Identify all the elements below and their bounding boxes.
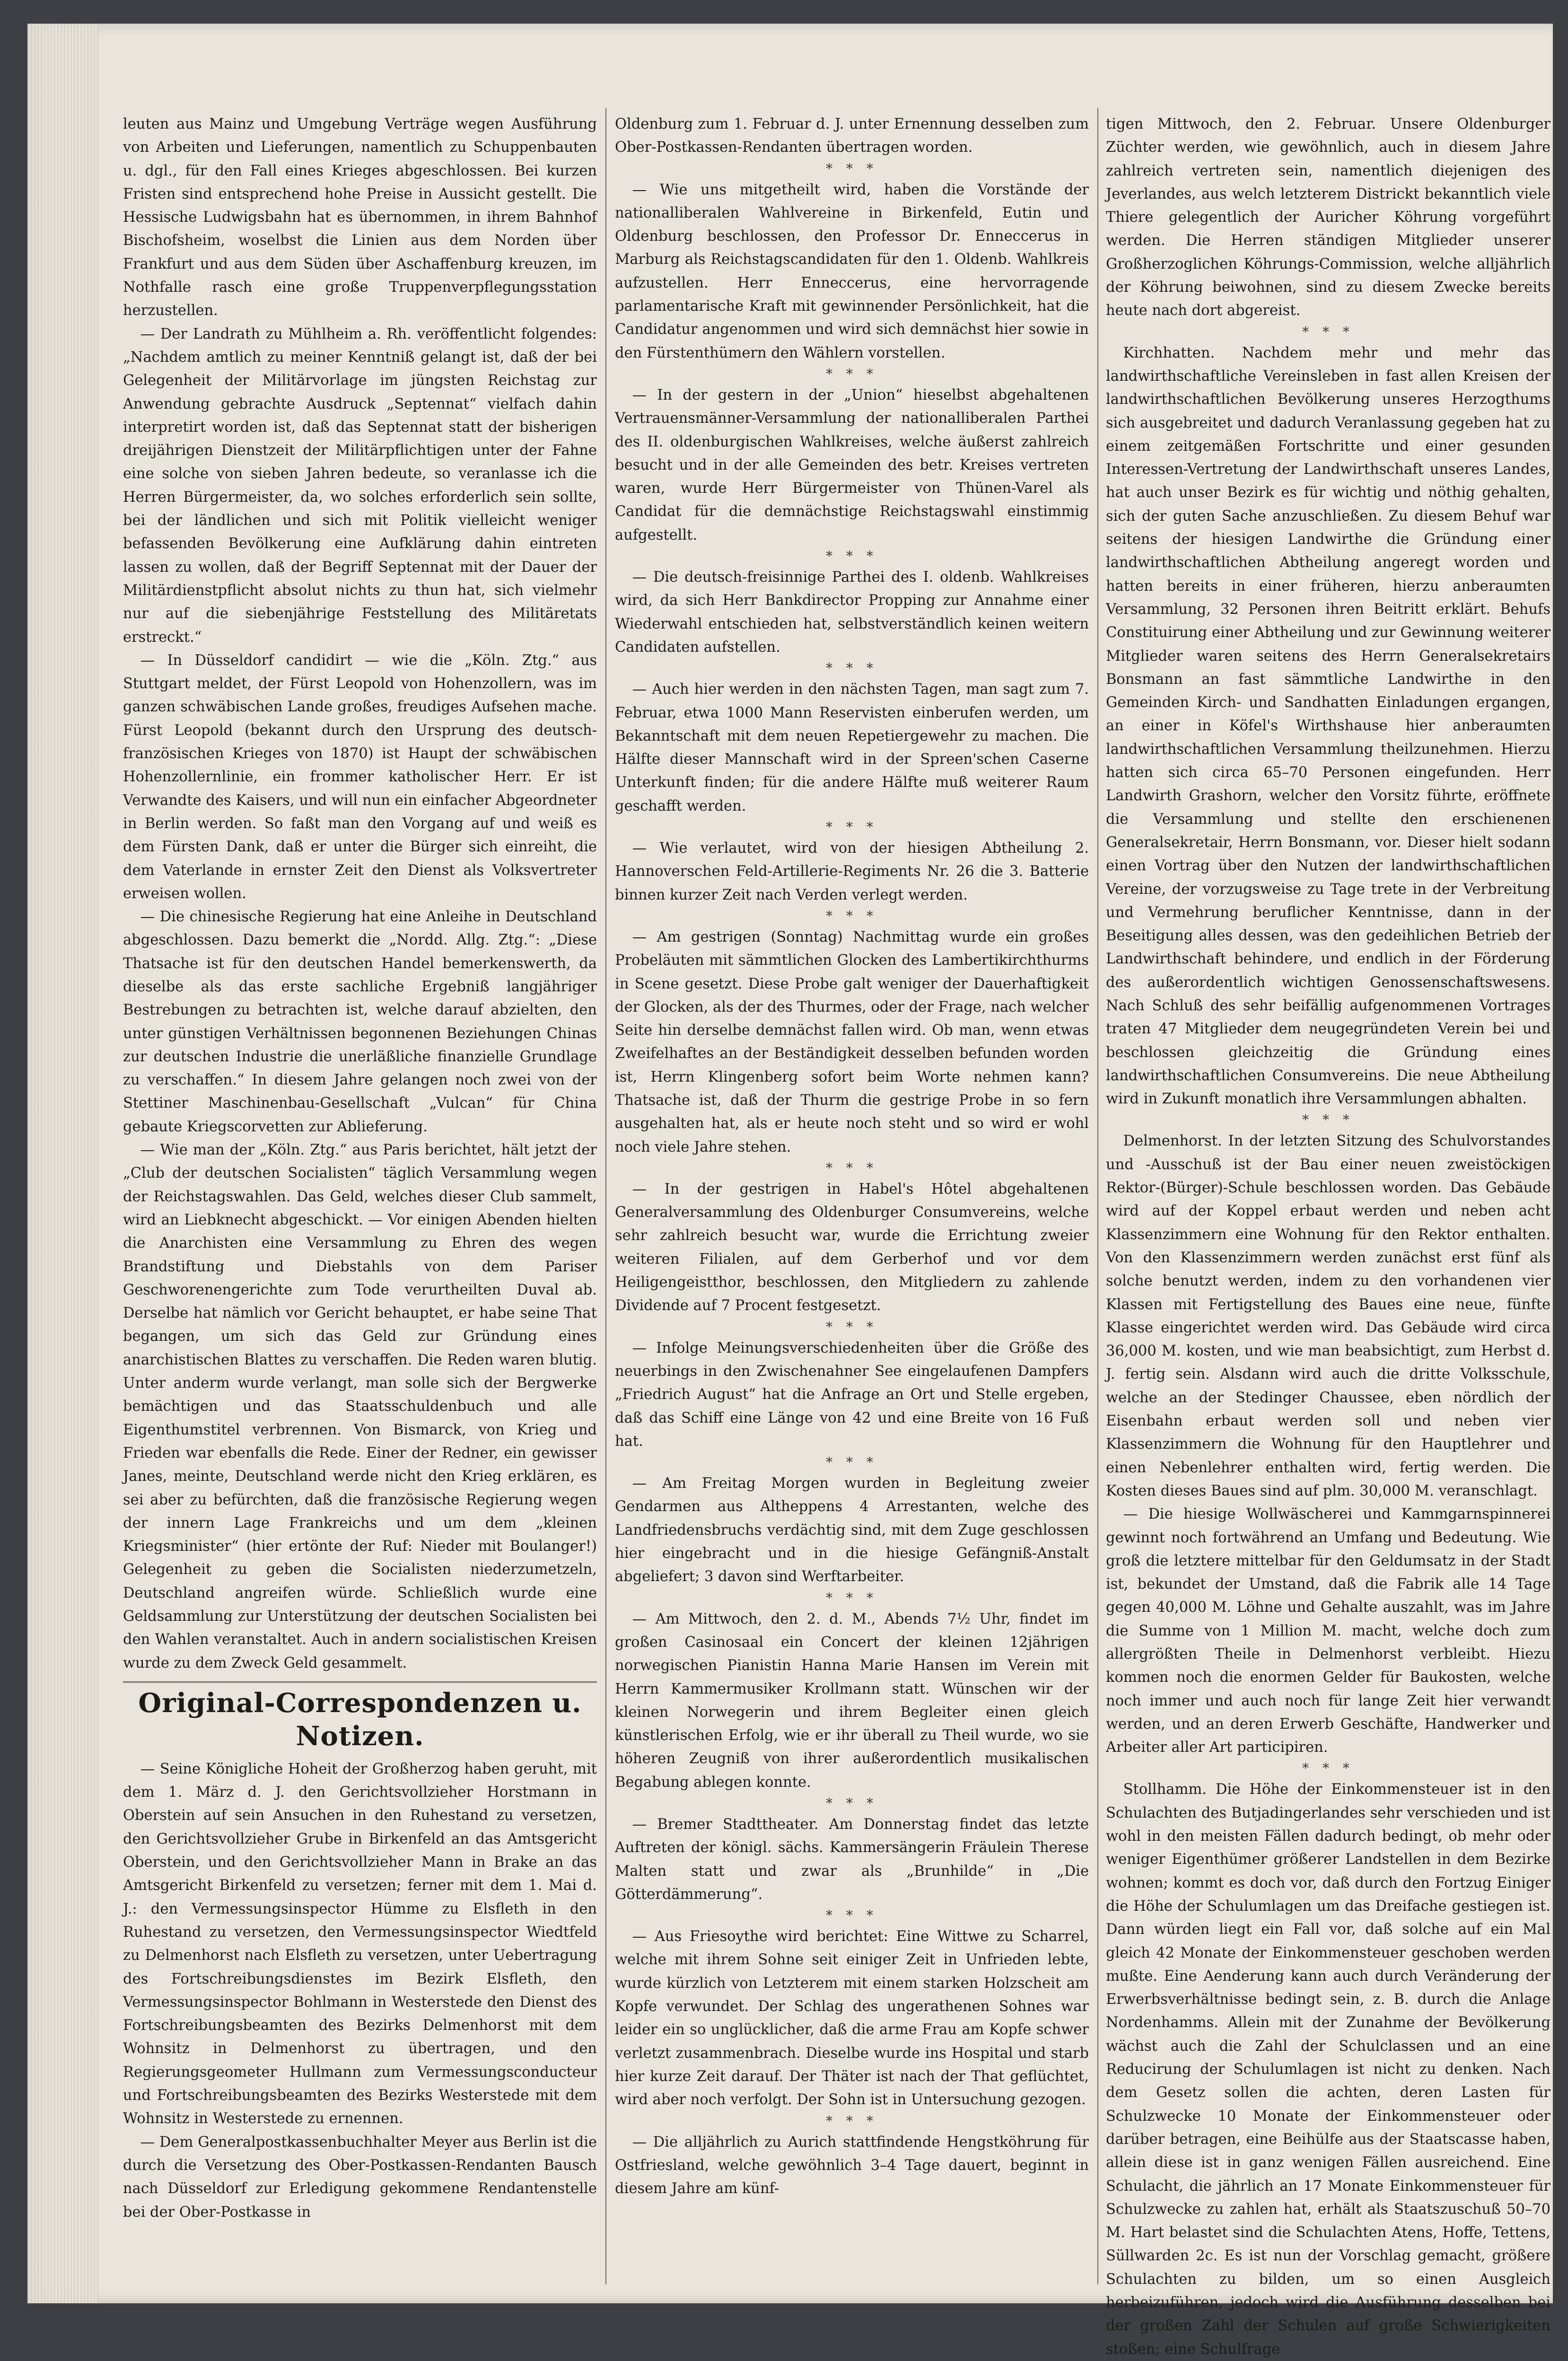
article-paragraph: Delmenhorst. In der letzten Sitzung des Schulvorstandes und -Ausschuß ist der Bau einer neuen zweistöckigen Rektor-(Bürger)-Schule beschlossen worden. Das Gebäude wird auf der Koppel erbaut werden und neben acht Klassenzimmern eine Wohnung für den Rektor enthalten. Von den Klassenzimmern werden zunächst erst fünf als solche benutzt werden, indem zu den vorhandenen vier Klassen mit Fertigstellung des Baues eine neue, fünfte Klasse eingerichtet werden wird. Das Gebäude wird circa 36,000 M. kosten, und wie man beabsichtigt, zum Herbst d. J. fertig sein. Alsdann wird auch die dritte Volksschule, welche an der Stedinger Chaussee, eben nördlich der Eisenbahn erbaut werden soll und neben vier Klassenzimmern die Wohnung für den Hauptlehrer und einen Nebenlehrer enthalten wird, fertig werden. Die Kosten dieses Baues sind auf plm. 30,000 M. veranschlagt. [1106,1133,1550,1499]
column-3 [1106,113,1550,2358]
article-paragraph: — Bremer Stadttheater. Am Donnerstag findet das letzte Auftreten der königl. sächs. Kammersängerin Fräulein Therese Malten statt und zwar als „Brunhilde“ in „Die Götterdämmerung“. [615,1816,1089,1903]
article-paragraph: — In der gestrigen in Habel's Hôtel abgehaltenen Generalversammlung des Oldenburger Consumvereins, welche sehr zahlreich besucht war, wurde die Errichtung zweier weiteren Filialen, auf dem Gerberhof und vor dem Heiligengeistthor, beschlossen, den Mitgliedern zu zahlende Dividende auf 7 Procent festgesetzt. [615,1180,1089,1314]
separator-asterisks: * * * [826,548,878,564]
article-paragraph: — Seine Königliche Hoheit der Großherzog haben geruht, mit dem 1. März d. J. den Gerichtsvollzieher Horstmann in Oberstein auf sein Ansuchen in den Ruhestand zu versetzen, den Gerichtsvollzieher Grube in Birkenfeld an das Amtsgericht Oberstein, und den Gerichtsvollzieher Mann in Brake an das Amtsgericht Birkenfeld zu versetzen; ferner mit dem 1. Mai d. J.: den Vermessungsinspector Hümme zu Elsfleth in den Ruhestand zu versetzen, den Vermessungsinspector Wiedtfeld zu Delmenhorst nach Elsfleth zu versetzen, unter Uebertragung des Fortschreibungsdienstes im Bezirk Elsfleth, den Vermessungsinspector Bohlmann in Westerstede den Dienst des Fortschreibungsbeamten des Bezirks Delmenhorst mit dem Wohnsitz in Delmenhorst zu übertragen, und den Regierungsgeometer Hullmann zum Vermessungsconducteur und Fortschreibungsbeamten des Bezirks Westerstede mit dem Wohnsitz in Westerstede zu ernennen. [123,1760,597,2127]
separator-asterisks: * * * [826,366,878,382]
separator-asterisks: * * * [826,1795,878,1811]
separator-asterisks: * * * [826,160,878,176]
separator-asterisks: * * * [1302,1112,1354,1128]
article-paragraph: — In der gestern in der „Union“ hieselbst abgehaltenen Vertrauensmänner-Versammlung der nationalliberalen Parthei des II. oldenburgischen Wahlkreises, welche äußerst zahlreich besucht und in der alle Gemeinden des betr. Kreises vertreten waren, wurde Herr Bürgermeister von Thünen-Varel als Candidat für die demnächstige Reichstagswahl einstimmig aufgestellt. [615,386,1089,543]
newspaper-page [27,24,1553,2358]
separator-asterisks: * * * [1302,324,1354,340]
article-paragraph: — Am Mittwoch, den 2. d. M., Abends 7½ Uhr, findet im großen Casinosaal ein Concert der kleinen 12jährigen norwegischen Pianistin Hanna Marie Hansen im Verein mit Herrn Kammermusiker Krollmann statt. Wünschen wir der kleinen Norwegerin und ihrem Begleiter einen gleich künstlerischen Erfolg, wie er ihr überall zu Theil wurde, wo sie höheren Zeugniß von ihrer außerordentlich musikalischen Begabung ablegen konnte. [615,1610,1089,1791]
article-paragraph: — Infolge Meinungsverschiedenheiten über die Größe des neuerbings in den Zwischenahner See eingelaufenen Dampfers „Friedrich August“ hat die Anfrage an Ort und Stelle ergeben, daß das Schiff eine Länge von 42 und eine Breite von 16 Fuß hat. [615,1339,1089,1450]
article-paragraph: — Der Landrath zu Mühlheim a. Rh. veröffentlicht folgendes: „Nachdem amtlich zu meiner Kenntniß gelangt ist, daß der bei Gelegenheit der Militärvorlage im jüngsten Reichstag zur Anwendung gebrachte Ausdruck „Septennat“ vielfach dahin interpretirt worden ist, daß das Septennat statt der bisherigen dreijährigen Dienstzeit der Militärpflichtigen unter der Fahne eine solche von sieben Jahren bedeute, so veranlasse ich die Herren Bürgermeister, da, wo solches erforderlich sein sollte, bei der ländlichen und sich mit Politik vielleicht weniger befassenden Bevölkerung eine Aufklärung dahin eintreten lassen zu wollen, daß der Begriff Septennat mit der Dauer der Militärdienstpflicht absolut nichts zu thun hat, sich vielmehr nur auf die siebenjährige Feststellung des Militäretats erstreckt.“ [123,325,597,646]
article-paragraph: — Dem Generalpostkassenbuchhalter Meyer aus Berlin ist die durch die Versetzung des Ober-Postkassen-Rendanten Bausch nach Düsseldorf zur Erledigung gekommene Rendantenstelle bei der Ober-Postkasse in [123,2134,597,2221]
article-paragraph: Stollhamm. Die Höhe der Einkommensteuer ist in den Schulachten des Butjadingerlandes sehr verschieden und ist wohl in den meisten Fällen dadurch bedingt, ob mehr oder weniger Eigenthümer größerer Landstellen in dem Bezirke wohnen; kommt es doch vor, daß durch den Fortzug Einiger die Höhe der Schulumlagen um das Dreifache gestiegen ist. Dann würden liegt ein Fall vor, daß solche auf ein Mal gleich 42 Monate der Einkommensteuer geschoben werden mußte. Eine Aenderung kann auch durch Veränderung der Erwerbsverhältnisse bedingt sein, z. B. durch die Anlage Nordenhamms. Allein mit der Zunahme der Bevölkerung wächst auch die Zahl der Schulclassen und an eine Reducirung der Schulumlagen ist nicht zu denken. Nach dem Gesetz sollen die achten, deren Lasten für Schulzwecke 10 Monate der Einkommensteuer oder darüber betragen, eine Beihülfe aus der Staatscasse haben, allein diese ist in ganz wenigen Fällen ausreichend. Eine Schulacht, die jährlich an 17 Monate Einkommensteuer für Schulzwecke zu zahlen hat, erhält als Staatszuschuß 50–70 M. Hart belastet sind die Schulachten Atens, Hoffe, Tettens, Süllwarden 2c. Es ist nun der Vorschlag gemacht, größere Schulachten zu bilden, um so einen Ausgleich herbeizuführen, jedoch wird die Ausführung desselben bei der großen Zahl der Schulen auf große Schwierigkeiten stoßen; eine Schulfrage [1106,1781,1550,2358]
column-rule [1097,108,1098,2284]
column-2 [615,113,1089,2288]
article-paragraph: — Wie verlautet, wird von der hiesigen Abtheilung 2. Hannoverschen Feld-Artillerie-Regiments Nr. 26 die 3. Batterie binnen kurzer Zeit nach Verden verlegt werden. [615,840,1089,903]
article-paragraph: — Aus Friesoythe wird berichtet: Eine Wittwe zu Scharrel, welche mit ihrem Sohne seit einiger Zeit in Unfrieden lebte, wurde kürzlich von Letzterem mit einem starken Holzscheit am Kopfe verwundet. Der Schlag des ungerathenen Sohnes war leider ein so unglücklicher, daß die arme Frau am Kopfe schwer verletzt zusammenbrach. Dieselbe wurde ins Hospital und starb hier kurze Zeit darauf. Der Thäter ist nach der That geflüchtet, wird aber noch verfolgt. Der Sohn ist in Untersuchung gezogen. [615,1928,1089,2108]
separator-asterisks: * * * [826,1160,878,1176]
section-heading: Original-Correspondenzen u. Notizen. [123,1681,597,1753]
article-paragraph: — Auch hier werden in den nächsten Tagen, man sagt zum 7. Februar, etwa 1000 Mann Reservisten einberufen werden, um Bekanntschaft mit dem neuen Repetiergewehr zu machen. Die Hälfte dieser Mannschaft wird in der Spreen'schen Caserne Unterkunft finden; für die andere Hälfte muß weiterer Raum geschafft werden. [615,681,1089,814]
article-paragraph: — Die chinesische Regierung hat eine Anleihe in Deutschland abgeschlossen. Dazu bemerkt die „Nordd. Allg. Ztg.“: „Diese Thatsache ist für den deutschen Handel bemerkenswerth, da dieselbe als das erste sachliche Ergebniß langjähriger Bestrebungen zu betrachten ist, welche darauf abzielten, den unter günstigen Verhältnissen begonnenen Beziehungen Chinas zur deutschen Industrie die unerläßliche finanzielle Grundlage zu verschaffen.“ In diesem Jahre gelangen noch zwei von der Stettiner Maschinenbau-Gesellschaft „Vulcan“ für China gebaute Kriegscorvetten zur Ablieferung. [123,909,597,1135]
article-paragraph: — Wie man der „Köln. Ztg.“ aus Paris berichtet, hält jetzt der „Club der deutschen Socialisten“ täglich Versammlung wegen der Reichstagswahlen. Das Geld, welches dieser Club sammelt, wird an Liebknecht abgeschickt. — Vor einigen Abenden hielten die Anarchisten eine Versammlung zu Ehren des wegen Brandstiftung und Diebstahls von dem Pariser Geschworenengerichte zum Tode verurtheilten Duval ab. Derselbe hat nämlich vor Gericht behauptet, er habe seine That begangen, um sich das Geld zur Gründung eines anarchistischen Blattes zu verschaffen. Die Reden waren blutig. Unter anderm wurde verlangt, man solle sich der Bergwerke bemächtigen und das Staatsschuldenbuch und alle Eigenthumstitel verbrennen. Von Bismarck, von Krieg und Frieden war ebenfalls die Rede. Einer der Redner, ein gewisser Janes, meinte, Deutschland werde nicht den Krieg erklären, es sei aber zu befürchten, daß die französische Regierung wegen der innern Lage Frankreichs und um dem „kleinen Kriegsminister“ (hier ertönte der Ruf: Nieder mit Boulanger!) Gelegenheit zu geben die Socialisten niederzumetzeln, Deutschland angreifen würde. Schließlich wurde eine Geldsammlung zur Unterstützung der deutschen Socialisten bei den Wahlen veranstaltet. Auch in andern socialistischen Kreisen wurde zu dem Zweck Geld gesammelt. [123,1142,597,1671]
separator-asterisks: * * * [826,819,878,835]
article-paragraph: — Die alljährlich zu Aurich stattfindende Hengstköhrung für Ostfriesland, welche gewöhnlich 3–4 Tage dauert, beginnt in diesem Jahre am künf- [615,2134,1089,2197]
article-paragraph: leuten aus Mainz und Umgebung Verträge wegen Ausführung von Arbeiten und Lieferungen, namentlich zu Schuppenbauten u. dgl., für den Fall eines Krieges abgeschlossen. Bei kurzen Fristen sind entsprechend hohe Preise in Aussicht gestellt. Die Hessische Ludwigsbahn hat es übernommen, in ihrem Bahnhof Bischofsheim, woselbst die Linien aus dem Norden über Frankfurt und aus dem Süden über Aschaffenburg kreuzen, im Nothfalle rasch eine große Truppenverpflegungsstation herzustellen. [123,116,597,319]
separator-asterisks: * * * [826,1590,878,1606]
article-paragraph: — Am gestrigen (Sonntag) Nachmittag wurde ein großes Probeläuten mit sämmtlichen Glocken des Lambertikirchthurms in Scene gesetzt. Diese Probe galt weniger der Dauerhaftigkeit der Glocken, als der des Thurmes, oder der Frage, nach welcher Seite hin derselbe demnächst fallen wird. Ob man, wenn etwas Zweifelhaftes an der Beständigkeit desselben befunden worden ist, Herrn Klingenberg sofort beim Worte nehmen kann? Thatsache ist, daß der Thurm die gestrige Probe in so fern ausgehalten hat, als er heute noch steht und so wird er wohl noch viele Jahre stehen. [615,928,1089,1155]
separator-asterisks: * * * [826,1319,878,1335]
article-paragraph: — Die deutsch-freisinnige Parthei des I. oldenb. Wahlkreises wird, da sich Herr Bankdirector Propping zur Annahme einer Wiederwahl entschieden hat, selbstverständlich keinen weitern Candidaten aufstellen. [615,569,1089,656]
article-paragraph: Kirchhatten. Nachdem mehr und mehr das landwirthschaftliche Vereinsleben in fast allen Kreisen der landwirthschaftlichen Bevölkerung unseres Herzogthums sich ausgebreitet und dadurch Veranlassung gegeben hat zu einem zeitgemäßen Fortschritte und einer gesunden Interessen-Vertretung der Landwirthschaft unseres Landes, hat auch unser Bezirk es für wichtig und nöthig gehalten, sich der guten Sache anzuschließen. Zu diesem Behuf war seitens der hiesigen Landwirthe die Gründung einer landwirthschaftlichen Abtheilung angeregt worden und hatten bereits in einer früheren, hierzu anberaumten Versammlung, 32 Personen ihren Beitritt erklärt. Behufs Constituirung einer Abtheilung und zur Gewinnung weiterer Mitglieder waren seitens des Herrn Generalsekretairs Bonsmann an fast sämmtliche Landwirthe in den Gemeinden Kirch- und Sandhatten Einladungen ergangen, an einer in Köfel's Wirthshause hier anberaumten landwirthschaftlichen Versammlung theilzunehmen. Hierzu hatten sich circa 65–70 Personen eingefunden. Herr Landwirth Grashorn, welcher den Vorsitz führte, eröffnete die Versammlung und stellte den erschienenen Generalsekretair, Herrn Bonsmann, vor. Dieser hielt sodann einen Vortrag über den Nutzen der landwirthschaftlichen Vereine, der vorzugsweise zu Tage trete in der Verbreitung und Vermehrung beruflicher Kenntnisse, dann in der Beseitigung alles dessen, was den gedeihlichen Betrieb der Landwirthschaft behindere, und endlich in der Förderung des außerordentlich wichtigen Genossenschaftswesens. Nach Schluß des sehr beifällig aufgenommenen Vortrages traten 47 Mitglieder dem neugegründeten Verein bei und beschlossen gleichzeitig die Gründung eines landwirthschaftlichen Consumvereins. Die neue Abtheilung wird in Zukunft monatlich ihre Versammlungen abhalten. [1106,344,1550,1108]
column-1 [123,113,597,2288]
separator-asterisks: * * * [826,1454,878,1470]
column-rule [605,108,606,2284]
separator-asterisks: * * * [1302,1760,1354,1776]
article-paragraph: — Die hiesige Wollwäscherei und Kammgarnspinnerei gewinnt noch fortwährend an Umfang und Bedeutung. Wie groß die letztere mittelbar für den Geldumsatz in der Stadt ist, bekundet der Umstand, daß die Fabrik alle 14 Tage gegen 40,000 M. Löhne und Gehalte auszahlt, was im Jahre die Summe von 1 Million M. macht, welche doch zum allergrößten Theile in Delmenhorst verbleibt. Hiezu kommen noch die enormen Gelder für Baukosten, welche noch immer und auch noch für lange Zeit hier verwandt werden, und an deren Erwerb Geschäfte, Handwerker und Arbeiter aller Art participiren. [1106,1506,1550,1756]
book-binding [27,24,98,2303]
separator-asterisks: * * * [826,1907,878,1924]
separator-asterisks: * * * [826,660,878,676]
separator-asterisks: * * * [826,908,878,924]
article-paragraph: Oldenburg zum 1. Februar d. J. unter Ernennung desselben zum Ober-Postkassen-Rendanten übertragen worden. [615,116,1089,156]
article-paragraph: tigen Mittwoch, den 2. Februar. Unsere Oldenburger Züchter werden, wie gewöhnlich, auch in diesem Jahre zahlreich vertreten sein, namentlich diejenigen des Jeverlandes, aus welch letzterem Districkt bekanntlich viele Thiere gelegentlich der Auricher Köhrung vorgeführt werden. Die Herren ständigen Mitglieder unserer Großherzoglichen Köhrungs-Commission, welche alljährlich der Köhrung beiwohnen, sind zu diesem Zwecke bereits heute nach dort abgereist. [1106,116,1550,319]
article-paragraph: — Wie uns mitgetheilt wird, haben die Vorstände der nationalliberalen Wahlvereine in Birkenfeld, Eutin und Oldenburg beschlossen, den Professor Dr. Enneccerus in Marburg als Reichstagscandidaten für den 1. Oldenb. Wahlkreis aufzustellen. Herr Enneccerus, eine hervorragende parlamentarische Kraft mit gewinnender Persönlichkeit, hat die Candidatur angenommen und wird sich demnächst hier sowie in den Fürstenthümern den Wählern vorstellen. [615,181,1089,361]
article-paragraph: — Am Freitag Morgen wurden in Begleitung zweier Gendarmen aus Altheppens 4 Arrestanten, welche des Landfriedensbruchs verdächtig sind, mit dem Zuge geschlossen hier eingebracht und in die hiesige Gefängniß-Anstalt abgeliefert; 3 davon sind Werftarbeiter. [615,1475,1089,1585]
separator-asterisks: * * * [826,2113,878,2129]
article-paragraph: — In Düsseldorf candidirt — wie die „Köln. Ztg.“ aus Stuttgart meldet, der Fürst Leopold von Hohenzollern, was im ganzen schwäbischen Lande großes, freudiges Aufsehen mache. Fürst Leopold (bekannt durch den Ursprung des deutsch-französischen Krieges von 1870) ist Haupt der schwäbischen Hohenzollernlinie, ein frommer katholischer Herr. Er ist Verwandte des Kaisers, und will nun ein einfacher Abgeordneter in Berlin werden. So faßt man den Vorgang auf und weiß es dem Fürsten Dank, daß er unter die Bürger sich einreiht, die dem Vaterlande in ernster Zeit den Dienst als Volksvertreter erweisen wollen. [123,652,597,902]
